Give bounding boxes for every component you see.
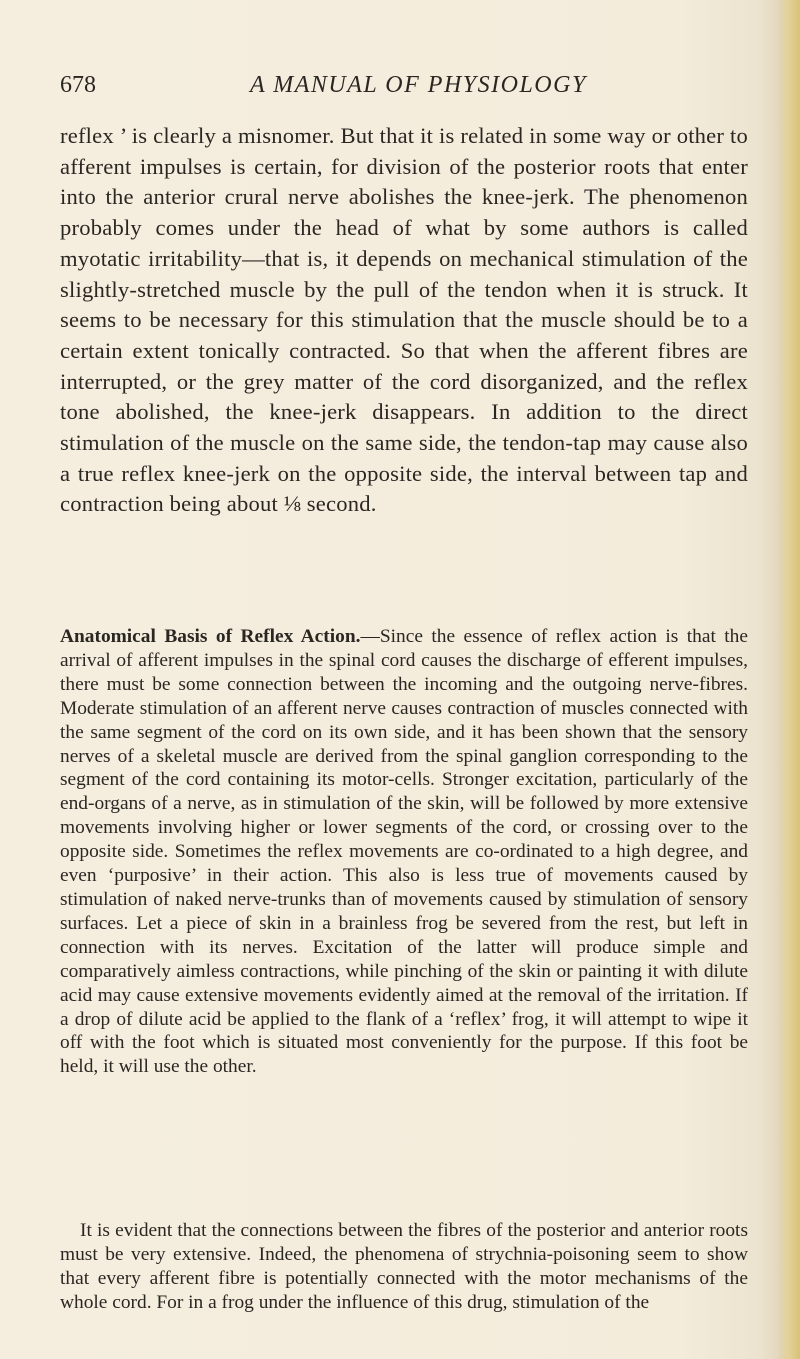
paragraph-body: —Since the essence of reflex action is that the arrival of afferent impulses in the spinal cord causes the discharge of efferent impulses, there must be some connection between the incoming and the outgoing nerve-fibres. Moderate stimulation of an afferent nerve causes contraction of muscles connected with the same segment of the cord on its own side, and it has been shown that the sensory nerves of a skeletal muscle are derived from the spinal ganglion corresponding to the segment of the cord containing its motor-cells. Stronger excitation, particularly of the end-organs of a nerve, as in stimulation of the skin, will be followed by more extensive movements involving higher or lower segments of the cord, or crossing over to the opposite side. Sometimes the reflex movements are co-ordinated to a high degree, and even ‘purposive’ in their action. This also is less true of movements caused by stimulation of naked nerve-trunks than of movements caused by stimulation of sensory surfaces. Let a piece of skin in a brainless frog be severed from the rest, but left in connection with its nerves. Excitation of the latter will produce simple and comparatively aimless contractions, while pinching of the skin or painting it with dilute acid may cause extensive movements evidently aimed at the removal of the irritation. If a drop of dilute acid be applied to the flank of a ‘reflex’ frog, it will attempt to wipe it off with the foot which is situated most conveniently for the purpose. If this foot be held, it will use the other.: [60, 626, 748, 1078]
section-heading: Anatomical Basis of Reflex Action.: [60, 626, 361, 647]
paragraph-anatomical-basis: [60, 625, 748, 1079]
page-number: 678: [60, 72, 96, 98]
paragraph-knee-jerk: reflex ’ is clearly a misnomer. But that it is related in some way or other to afferent impulses is certain, for division of the posterior roots that enter into the anterior crural nerve abolishes the knee-jerk. The phenomenon probably comes under the head of what by some authors is called myotatic irritability—that is, it depends on mechanical stimulation of the slightly-stretched muscle by the pull of the tendon when it is struck. It seems to be necessary for this stimulation that the muscle should be to a certain extent tonically contracted. So that when the afferent fibres are interrupted, or the grey matter of the cord disorganized, and the reflex tone abolished, the knee-jerk disappears. In addition to the direct stimulation of the muscle on the same side, the tendon-tap may cause also a true reflex knee-jerk on the opposite side, the interval between tap and contraction being about ⅛ second.: [60, 123, 748, 517]
running-title: A MANUAL OF PHYSIOLOGY: [250, 72, 587, 98]
page-header: [60, 72, 750, 106]
page-edge: [778, 0, 800, 1359]
paragraph-connections: It is evident that the connections between the fibres of the posterior and anterior roots must be very extensive. Indeed, the phenomena of strychnia-poisoning seem to show that every afferent fibre is potentially connected with the motor mechanisms of the whole cord. For in a frog under the influence of this drug, stimulation of the: [60, 1220, 748, 1313]
